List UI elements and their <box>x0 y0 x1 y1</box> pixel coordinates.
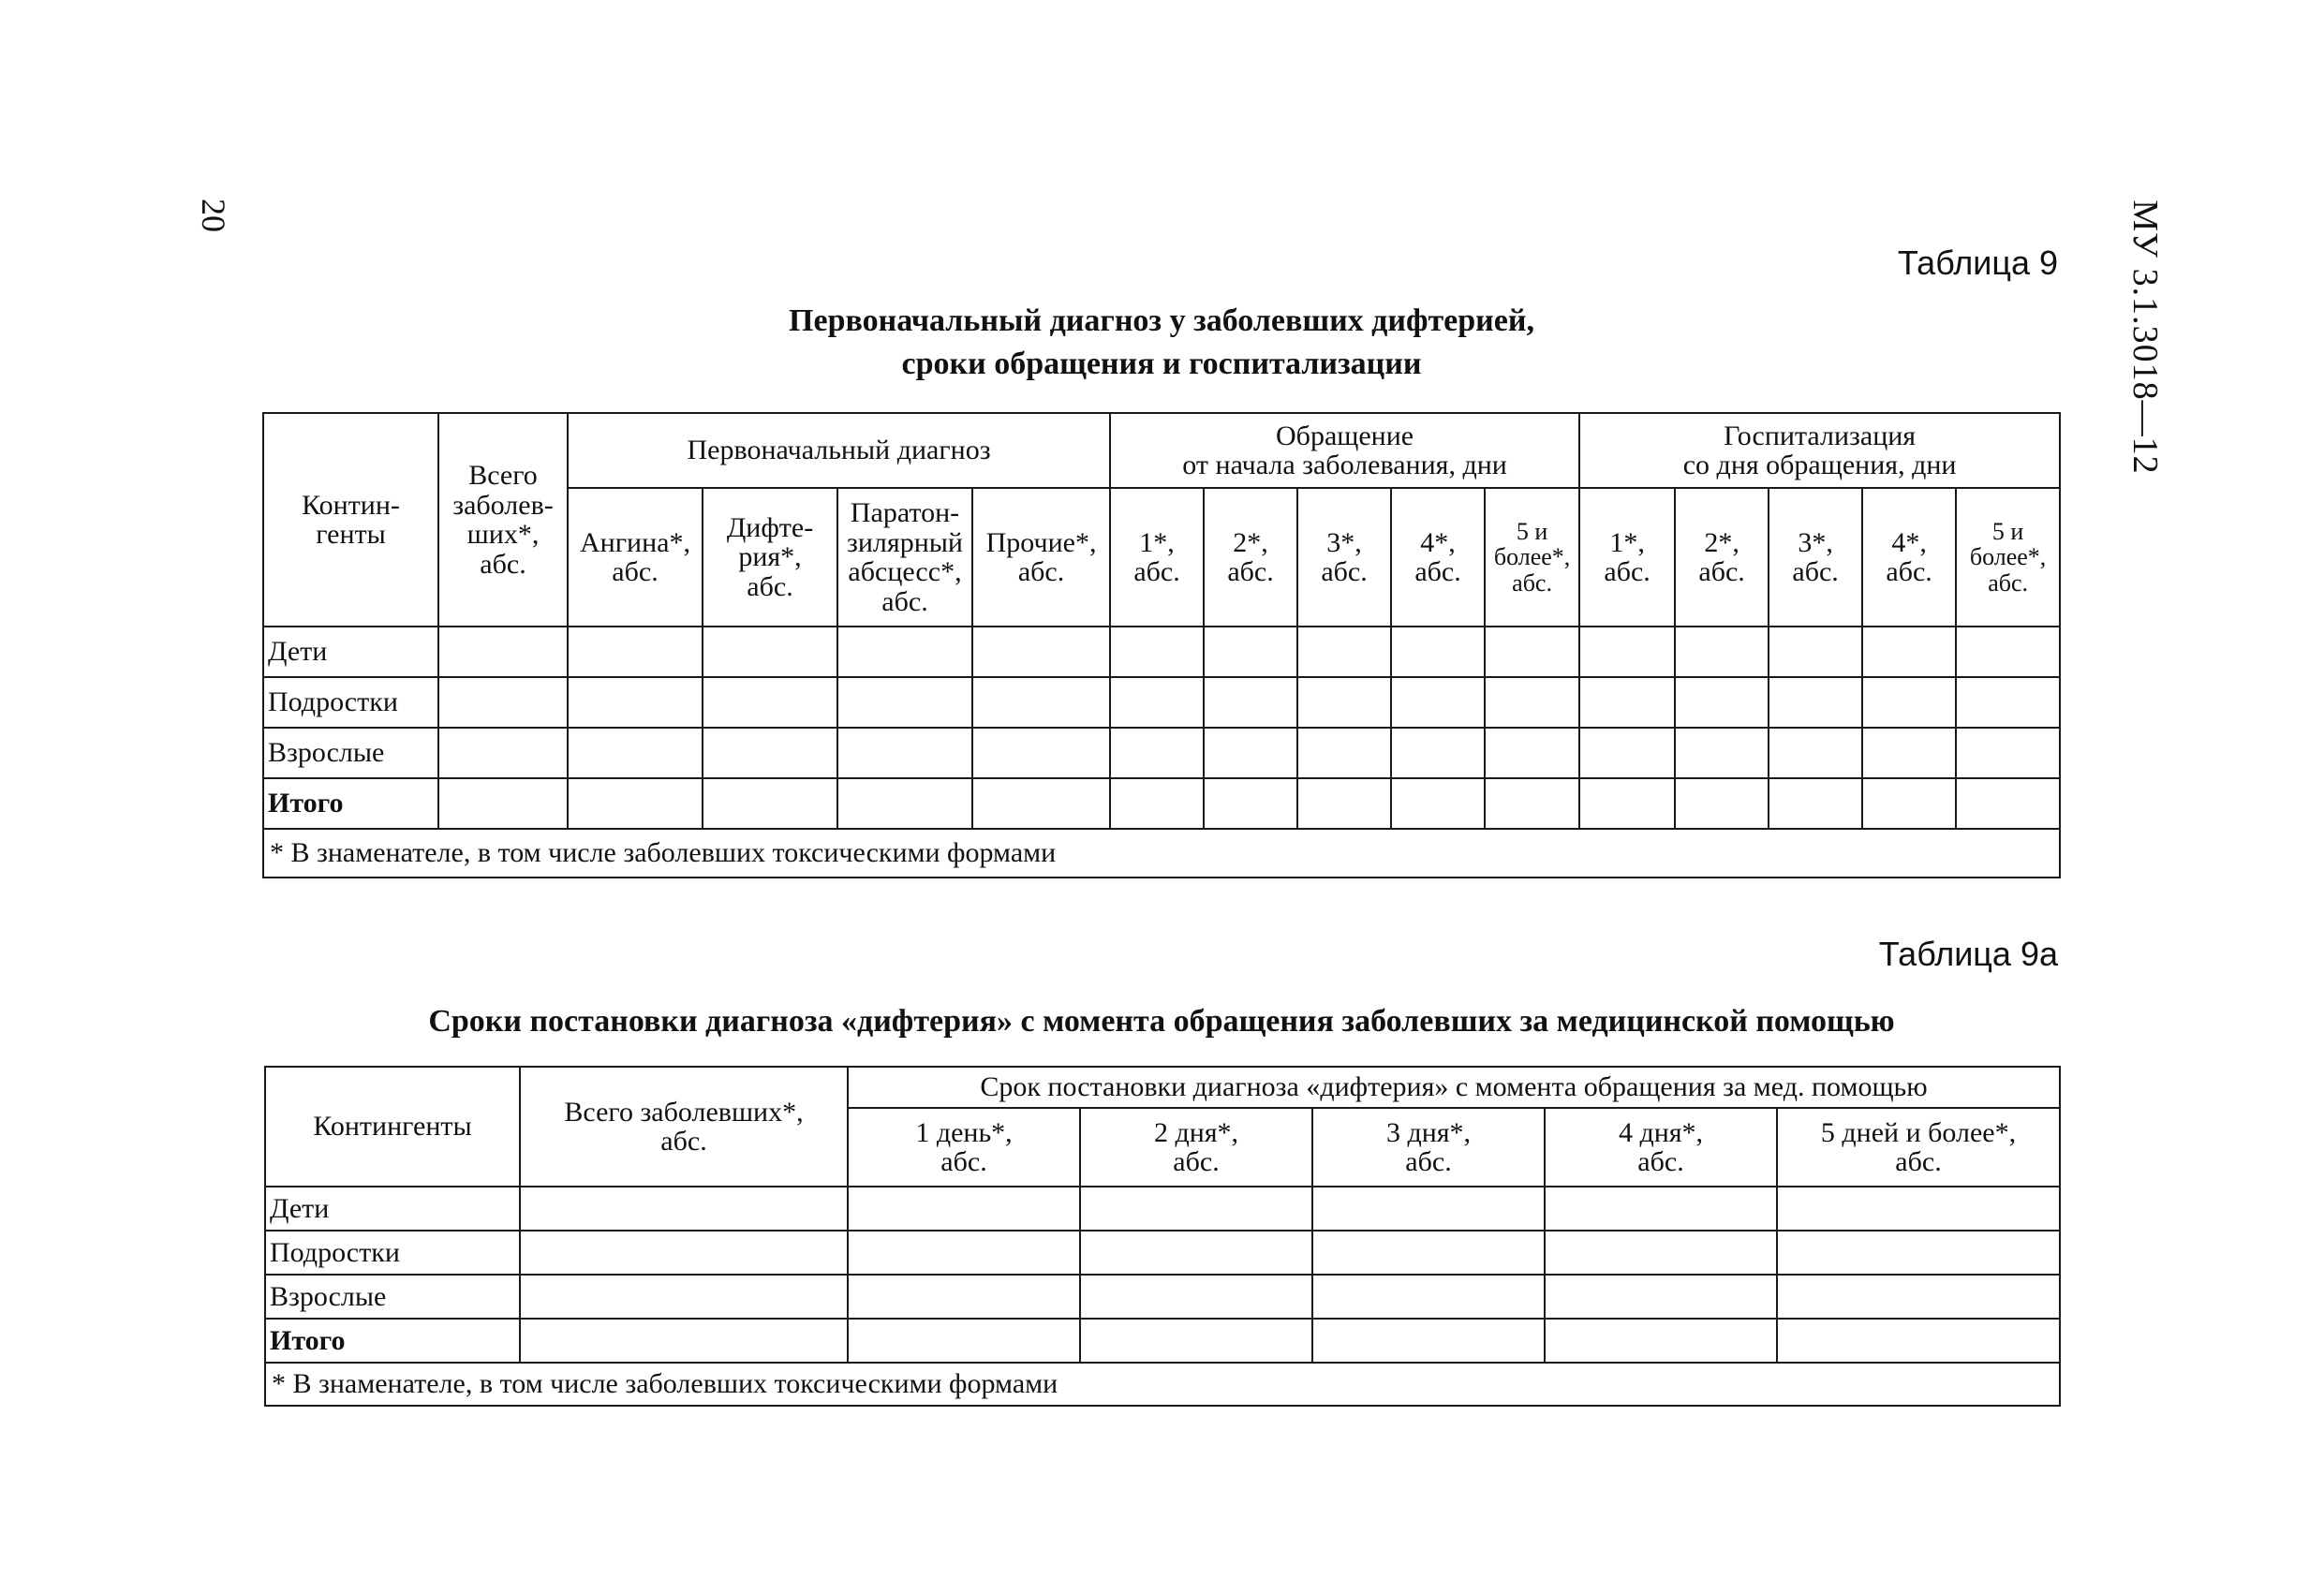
empty-cell <box>1545 1275 1777 1319</box>
header-hospitalization-group: Госпитализация со дня обращения, дни <box>1579 413 2060 488</box>
table-9 <box>262 412 2061 878</box>
table-row <box>265 1275 2060 1319</box>
empty-cell <box>1862 728 1956 778</box>
empty-cell <box>1312 1275 1545 1319</box>
table-9a-title: Сроки постановки диагноза «дифтерия» с момента обращения заболевших за медицинской помощью <box>428 1004 1895 1039</box>
empty-cell <box>1312 1187 1545 1231</box>
empty-cell <box>1956 778 2060 829</box>
empty-cell <box>1297 778 1391 829</box>
empty-cell <box>568 728 703 778</box>
empty-cell <box>1485 627 1579 677</box>
table-9-title <box>262 300 2061 386</box>
empty-cell <box>1769 778 1862 829</box>
empty-cell <box>837 778 972 829</box>
empty-cell <box>1675 728 1769 778</box>
header-total: Всего заболевших*, абс. <box>520 1067 848 1187</box>
empty-cell <box>703 627 837 677</box>
header-day-2: 2 дня*, абс. <box>1080 1108 1312 1187</box>
empty-cell <box>1956 728 2060 778</box>
empty-cell <box>1777 1231 2060 1275</box>
empty-cell <box>520 1275 848 1319</box>
row-label: Подростки <box>265 1231 520 1275</box>
table-row <box>263 778 2060 829</box>
empty-cell <box>703 677 837 728</box>
empty-cell <box>1675 778 1769 829</box>
empty-cell <box>1391 677 1485 728</box>
empty-cell <box>972 677 1110 728</box>
table-row <box>263 677 2060 728</box>
empty-cell <box>1777 1319 2060 1363</box>
empty-cell <box>1312 1231 1545 1275</box>
header-other: Прочие*, абс. <box>972 488 1110 627</box>
header-hosp-day-3: 3*, абс. <box>1769 488 1862 627</box>
row-label: Итого <box>263 778 438 829</box>
empty-cell <box>848 1231 1080 1275</box>
header-visit-day-2: 2*, абс. <box>1204 488 1297 627</box>
header-visit-day-4: 4*, абс. <box>1391 488 1485 627</box>
table-9-label: Таблица 9 <box>1897 243 2058 282</box>
empty-cell <box>837 677 972 728</box>
empty-cell <box>972 627 1110 677</box>
empty-cell <box>1110 627 1204 677</box>
empty-cell <box>703 778 837 829</box>
empty-cell <box>1204 778 1297 829</box>
empty-cell <box>568 677 703 728</box>
header-day-4: 4 дня*, абс. <box>1545 1108 1777 1187</box>
header-hosp-day-4: 4*, абс. <box>1862 488 1956 627</box>
table-9a-label: Таблица 9а <box>1878 935 2058 973</box>
header-hosp-day-5-plus: 5 и более*, абс. <box>1956 488 2060 627</box>
empty-cell <box>1204 677 1297 728</box>
empty-cell <box>1579 627 1675 677</box>
empty-cell <box>1391 778 1485 829</box>
empty-cell <box>1297 627 1391 677</box>
empty-cell <box>1485 728 1579 778</box>
empty-cell <box>1297 728 1391 778</box>
empty-cell <box>1312 1319 1545 1363</box>
empty-cell <box>1579 728 1675 778</box>
empty-cell <box>438 677 568 728</box>
empty-cell <box>1956 627 2060 677</box>
header-peritonsillar-abscess: Паратон- зилярный абсцесс*, абс. <box>837 488 972 627</box>
header-visit-day-5-plus: 5 и более*, абс. <box>1485 488 1579 627</box>
table-9-title-line-2: сроки обращения и госпитализации <box>901 346 1422 381</box>
empty-cell <box>1080 1231 1312 1275</box>
row-label: Дети <box>263 627 438 677</box>
table-row <box>265 1187 2060 1231</box>
empty-cell <box>438 627 568 677</box>
row-label: Дети <box>265 1187 520 1231</box>
header-contingents: Контингенты <box>265 1067 520 1187</box>
table-row <box>265 1231 2060 1275</box>
empty-cell <box>1769 728 1862 778</box>
table-9-title-line-1: Первоначальный диагноз у заболевших дифтерией, <box>789 303 1534 338</box>
empty-cell <box>1110 778 1204 829</box>
table-9a <box>264 1066 2061 1407</box>
empty-cell <box>568 778 703 829</box>
empty-cell <box>1956 677 2060 728</box>
table-9a-footnote: * В знаменателе, в том числе заболевших токсическими формами <box>265 1363 2060 1406</box>
empty-cell <box>1391 627 1485 677</box>
header-day-3: 3 дня*, абс. <box>1312 1108 1545 1187</box>
empty-cell <box>1862 627 1956 677</box>
empty-cell <box>1204 627 1297 677</box>
header-angina: Ангина*, абс. <box>568 488 703 627</box>
table-row <box>265 1319 2060 1363</box>
empty-cell <box>520 1231 848 1275</box>
row-label: Итого <box>265 1319 520 1363</box>
empty-cell <box>1545 1319 1777 1363</box>
empty-cell <box>1777 1187 2060 1231</box>
empty-cell <box>1485 677 1579 728</box>
empty-cell <box>438 728 568 778</box>
table-row <box>263 627 2060 677</box>
table-row <box>263 728 2060 778</box>
row-label: Взрослые <box>265 1275 520 1319</box>
row-label: Подростки <box>263 677 438 728</box>
header-contingents: Контин- генты <box>263 413 438 627</box>
empty-cell <box>1485 778 1579 829</box>
header-visit-day-3: 3*, абс. <box>1297 488 1391 627</box>
empty-cell <box>1579 778 1675 829</box>
header-day-1: 1 день*, абс. <box>848 1108 1080 1187</box>
empty-cell <box>568 627 703 677</box>
empty-cell <box>1545 1187 1777 1231</box>
empty-cell <box>848 1319 1080 1363</box>
empty-cell <box>837 627 972 677</box>
document-code: МУ 3.1.3018—12 <box>2125 199 2165 475</box>
header-hosp-day-2: 2*, абс. <box>1675 488 1769 627</box>
empty-cell <box>1545 1231 1777 1275</box>
header-hosp-day-1: 1*, абс. <box>1579 488 1675 627</box>
empty-cell <box>438 778 568 829</box>
row-label: Взрослые <box>263 728 438 778</box>
empty-cell <box>837 728 972 778</box>
empty-cell <box>520 1187 848 1231</box>
empty-cell <box>1675 677 1769 728</box>
empty-cell <box>703 728 837 778</box>
empty-cell <box>1862 778 1956 829</box>
header-diphtheria: Дифте- рия*, абс. <box>703 488 837 627</box>
table-9-footnote: * В знаменателе, в том числе заболевших токсическими формами <box>263 829 2060 878</box>
empty-cell <box>848 1187 1080 1231</box>
empty-cell <box>520 1319 848 1363</box>
header-day-5-plus: 5 дней и более*, абс. <box>1777 1108 2060 1187</box>
empty-cell <box>1675 627 1769 677</box>
empty-cell <box>1862 677 1956 728</box>
empty-cell <box>972 778 1110 829</box>
empty-cell <box>1769 677 1862 728</box>
header-visit-group: Обращение от начала заболевания, дни <box>1110 413 1579 488</box>
empty-cell <box>1110 728 1204 778</box>
empty-cell <box>1204 728 1297 778</box>
header-total: Всего заболев- ших*, абс. <box>438 413 568 627</box>
empty-cell <box>848 1275 1080 1319</box>
header-visit-day-1: 1*, абс. <box>1110 488 1204 627</box>
empty-cell <box>1080 1319 1312 1363</box>
empty-cell <box>1579 677 1675 728</box>
page-number: 20 <box>195 199 232 232</box>
empty-cell <box>1110 677 1204 728</box>
empty-cell <box>1297 677 1391 728</box>
empty-cell <box>1080 1275 1312 1319</box>
empty-cell <box>972 728 1110 778</box>
empty-cell <box>1777 1275 2060 1319</box>
header-diagnosis-term-group: Срок постановки диагноза «дифтерия» с момента обращения за мед. помощью <box>848 1067 2060 1108</box>
empty-cell <box>1080 1187 1312 1231</box>
empty-cell <box>1391 728 1485 778</box>
empty-cell <box>1769 627 1862 677</box>
header-diagnosis-group: Первоначальный диагноз <box>568 413 1110 488</box>
